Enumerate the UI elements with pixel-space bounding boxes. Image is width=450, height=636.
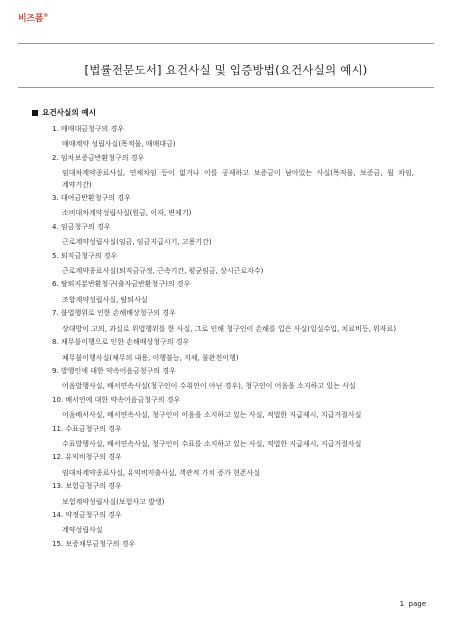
list-item-heading: 불법행위로 인한 손해배상청구의 경우: [60, 309, 176, 318]
list-item-title: [52, 539, 414, 550]
list-item-description: 수표발행사실, 배서연속사실, 청구인이 수표를 소지하고 있는 사실, 적법한 지급제시, 지급거절사실: [62, 439, 362, 448]
list-item-description: 근로계약성립사실(임금, 임금지급시기, 고용기간): [62, 238, 212, 247]
list-item: [52, 510, 414, 539]
list-item-number: 5.: [52, 251, 59, 260]
list-item-title: [52, 366, 414, 377]
list-item-title: [52, 251, 414, 262]
list-item-description: 임대차계약종료사실, 유익비지출사실, 객관적 가치 증가 현존사실: [62, 468, 261, 477]
list-item-number: 2.: [52, 153, 59, 162]
logo-text: 비즈폼: [18, 14, 44, 24]
list-item-number: 10.: [52, 395, 64, 404]
list-item-heading: 대여금반환청구의 경우: [60, 194, 131, 203]
list-item-heading: 배서인에 대한 약속어음금청구의 경우: [65, 395, 181, 404]
list-item: [52, 424, 414, 453]
list-item: [52, 222, 414, 251]
list-item-title: [52, 124, 414, 135]
list-item-description: 매매계약 성립사실(목적물, 매매대금): [62, 140, 176, 149]
document-title: [법률전문도서] 요건사실 및 입증방법(요건사실의 예시): [84, 63, 368, 77]
list-item-description: 계약성립사실: [62, 526, 103, 535]
list-item: [52, 193, 414, 222]
requirement-list: [52, 124, 414, 552]
title-bottom-rule: [18, 87, 434, 88]
list-item-heading: 보증채무금청구의 경우: [65, 539, 136, 548]
list-item-number: 6.: [52, 280, 59, 289]
list-item-heading: 유익비청구의 경우: [65, 453, 122, 462]
list-item-heading: 채무불이행으로 인한 손해배상청구의 경우: [60, 338, 190, 347]
list-item: [52, 124, 414, 153]
page-label: page: [408, 600, 426, 608]
section-heading: [32, 107, 96, 118]
list-item: [52, 279, 414, 308]
list-item-description: 근로계약종료사실(퇴직금규정, 근속기간, 평균임금, 상시근로자수): [62, 267, 264, 276]
list-item-heading: 탈퇴지분반환청구(출자금반환청구)의 경우: [60, 280, 191, 289]
list-item-title: [52, 308, 414, 319]
list-item-heading: 수표금청구의 경우: [65, 424, 122, 433]
list-item-description: 임대차계약종료사실, 연체차임 등이 없거나 이를 공제하고 보증금이 남아있는 사실(목적물, 보증금, 월 차임, 계약기간): [62, 169, 414, 189]
list-item: [52, 153, 414, 193]
list-item-heading: 약정금청구의 경우: [65, 510, 122, 519]
list-item: [52, 452, 414, 481]
list-item-description: 상대방이 고의, 과실로 위법행위를 한 사실, 그로 인해 청구인이 손해를 입은 사실(일실수입, 치료비등, 위자료): [62, 324, 397, 333]
list-item: [52, 539, 414, 552]
page-number: 1: [399, 600, 405, 608]
list-item-number: 14.: [52, 510, 64, 519]
page-footer: [400, 600, 426, 608]
list-item-description: 소비대차계약성립사실(원금, 이자, 변제기): [62, 209, 192, 218]
section-heading-text: 요건사실의 예시: [42, 108, 96, 117]
list-item: [52, 308, 414, 337]
list-item-number: 12.: [52, 453, 64, 462]
list-item-title: [52, 395, 414, 406]
list-item-title: [52, 510, 414, 521]
list-item-heading: 임차보증금반환청구의 경우: [60, 153, 145, 162]
title-top-rule: [18, 43, 434, 44]
registered-mark: ®: [43, 13, 48, 19]
list-item-heading: 발행인에 대한 약속어음금청구의 경우: [60, 366, 176, 375]
list-item-title: [52, 337, 414, 348]
list-item-description: 채무불이행사실(채무의 내용, 이행불능, 지체, 불완전이행): [62, 353, 239, 362]
list-item-title: [52, 279, 414, 290]
list-item: [52, 481, 414, 510]
list-item: [52, 251, 414, 280]
list-item: [52, 395, 414, 424]
list-item-heading: 퇴직금청구의 경우: [60, 251, 118, 260]
black-square-bullet-icon: [32, 110, 38, 116]
list-item-title: [52, 193, 414, 204]
list-item-heading: 보험금청구의 경우: [65, 482, 122, 491]
list-item-title: [52, 452, 414, 463]
list-item-title: [52, 222, 414, 233]
list-item-heading: 임금청구의 경우: [60, 222, 111, 231]
list-item: [52, 366, 414, 395]
bizforms-logo: [18, 11, 48, 24]
list-item-heading: 매매대금청구의 경우: [60, 125, 125, 133]
list-item-title: [52, 153, 414, 164]
list-item-number: 4.: [52, 222, 59, 231]
list-item-number: 15.: [52, 539, 64, 548]
list-item-number: 11.: [52, 424, 64, 433]
list-item-description: 조합계약성립사실, 탈퇴사실: [62, 295, 148, 304]
list-item-number: 3.: [52, 194, 59, 203]
list-item-title: [52, 424, 414, 435]
list-item-description: 어음발행사실, 배서연속사실(청구인이 수취인이 아닌 경우), 청구인이 어음을 소지하고 있는 사실: [62, 382, 356, 391]
list-item-number: 7.: [52, 309, 59, 318]
list-item-number: 1.: [52, 125, 59, 133]
list-item-number: 13.: [52, 482, 64, 491]
list-item-description: 보험계약성립사실(보험사고 발생): [62, 497, 165, 506]
list-item-description: 어음배서사실, 배서연속사실, 청구인이 어음을 소지하고 있는 사실, 적법한 지급제시, 지급거절사실: [62, 411, 362, 420]
list-item-number: 8.: [52, 338, 59, 347]
list-item-title: [52, 481, 414, 492]
list-item: [52, 337, 414, 366]
list-item-number: 9.: [52, 366, 59, 375]
